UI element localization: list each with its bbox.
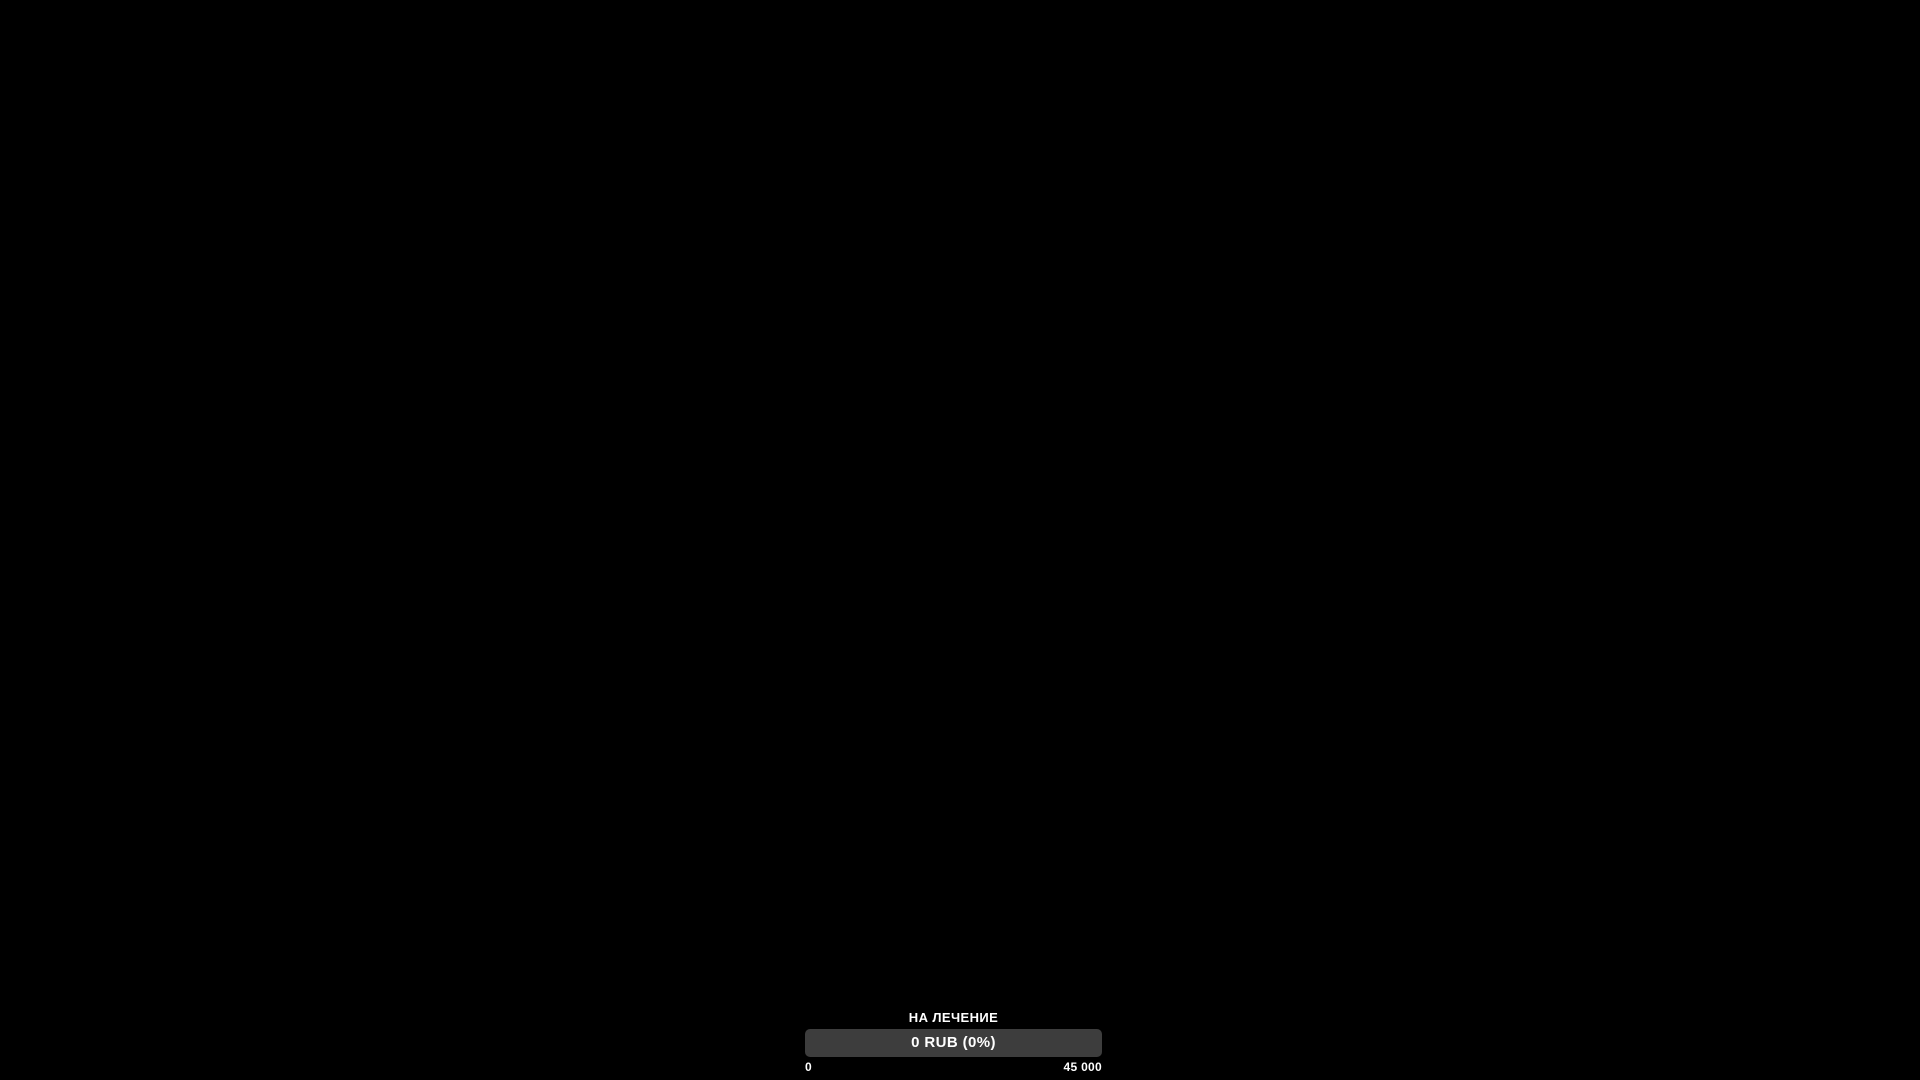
goal-scale-min: 0 bbox=[805, 1060, 812, 1074]
donation-goal-widget bbox=[805, 1010, 1102, 1074]
goal-progress-bar bbox=[805, 1029, 1102, 1057]
goal-scale bbox=[805, 1060, 1102, 1074]
goal-progress-label: 0 RUB (0%) bbox=[911, 1034, 996, 1051]
goal-title: НА ЛЕЧЕНИЕ bbox=[908, 1010, 999, 1025]
goal-scale-max: 45 000 bbox=[1063, 1060, 1102, 1074]
